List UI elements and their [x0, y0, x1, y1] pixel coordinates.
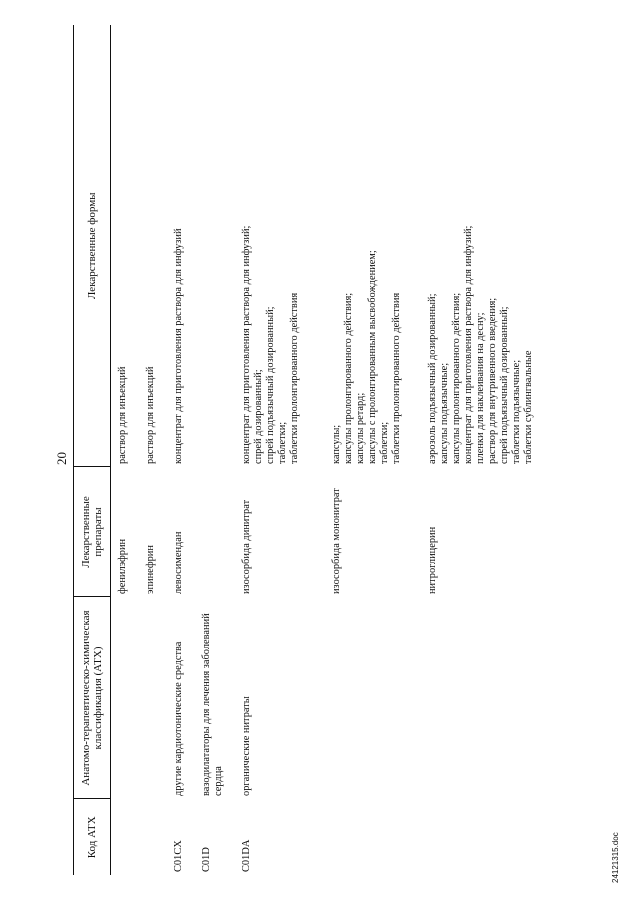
header-classification: Анатомо-терапевтическо-химическая классификация (АТХ) — [74, 597, 111, 799]
cell-drug: эпинефрин — [144, 545, 156, 594]
cell-forms: капсулы; капсулы пролонгированного действия; капсулы ретард; капсулы с пролонгированным высвобождением; таблетки; таблетки пролонгированного действия — [330, 250, 402, 464]
cell-class — [139, 597, 167, 799]
cell-forms: раствор для инъекций — [144, 366, 156, 464]
cell-forms — [195, 25, 235, 467]
cell-class: другие кардиотонические средства — [172, 641, 184, 796]
cell-code: C01CX — [172, 840, 184, 872]
cell-forms: концентрат для приготовления раствора для инфузий; спрей дозированный; спрей подъязычный дозированный; таблетки; таблетки пролонгированного действия — [240, 225, 300, 464]
table-row — [195, 25, 235, 875]
cell-code: C01D — [200, 847, 212, 872]
header-code: Код АТХ — [74, 799, 111, 875]
cell-code — [325, 799, 421, 875]
header-forms: Лекарственные формы — [74, 25, 111, 467]
table-row — [325, 25, 421, 875]
table-row — [167, 25, 195, 875]
cell-drug: левосимендан — [172, 531, 184, 594]
cell-code: C01DA — [240, 839, 252, 872]
page-number: 20 — [54, 452, 69, 465]
cell-forms: концентрат для приготовления раствора для инфузий — [172, 228, 184, 464]
cell-class — [325, 597, 421, 799]
table-row — [421, 25, 535, 875]
cell-drug — [195, 467, 235, 597]
cell-drug: изосорбида мононитрат — [330, 488, 342, 594]
cell-class: органические нитраты — [240, 696, 252, 796]
cell-forms: раствор для инъекций — [117, 366, 128, 464]
table-row — [111, 25, 139, 875]
table-header-row — [74, 25, 111, 875]
cell-code — [139, 799, 167, 875]
footer-doc-code: 24121315.doc — [611, 832, 620, 883]
cell-code — [421, 799, 535, 875]
atc-table — [73, 25, 535, 875]
table-row — [139, 25, 167, 875]
cell-class: вазодилататоры для лечения заболеваний сердца — [200, 613, 224, 796]
cell-code — [111, 799, 139, 875]
header-drugs: Лекарственные препараты — [74, 467, 111, 597]
cell-drug: изосорбида динитрат — [240, 499, 252, 594]
cell-forms: аэрозоль подъязычный дозированный; капсулы подъязычные; капсулы пролонгированного действия; концентрат для приготовления раствора для инфузий; пленки для наклеивания на десну; раствор для внутривенного введения; спрей подъязычный дозированный; таблетки подъязычные; таблетки сублингвальные — [426, 225, 534, 464]
cell-drug: фенилэфрин — [117, 538, 128, 594]
cell-class — [421, 597, 535, 799]
cell-class — [111, 597, 139, 799]
table-row — [235, 25, 325, 875]
cell-drug: нитроглицерин — [426, 526, 438, 594]
